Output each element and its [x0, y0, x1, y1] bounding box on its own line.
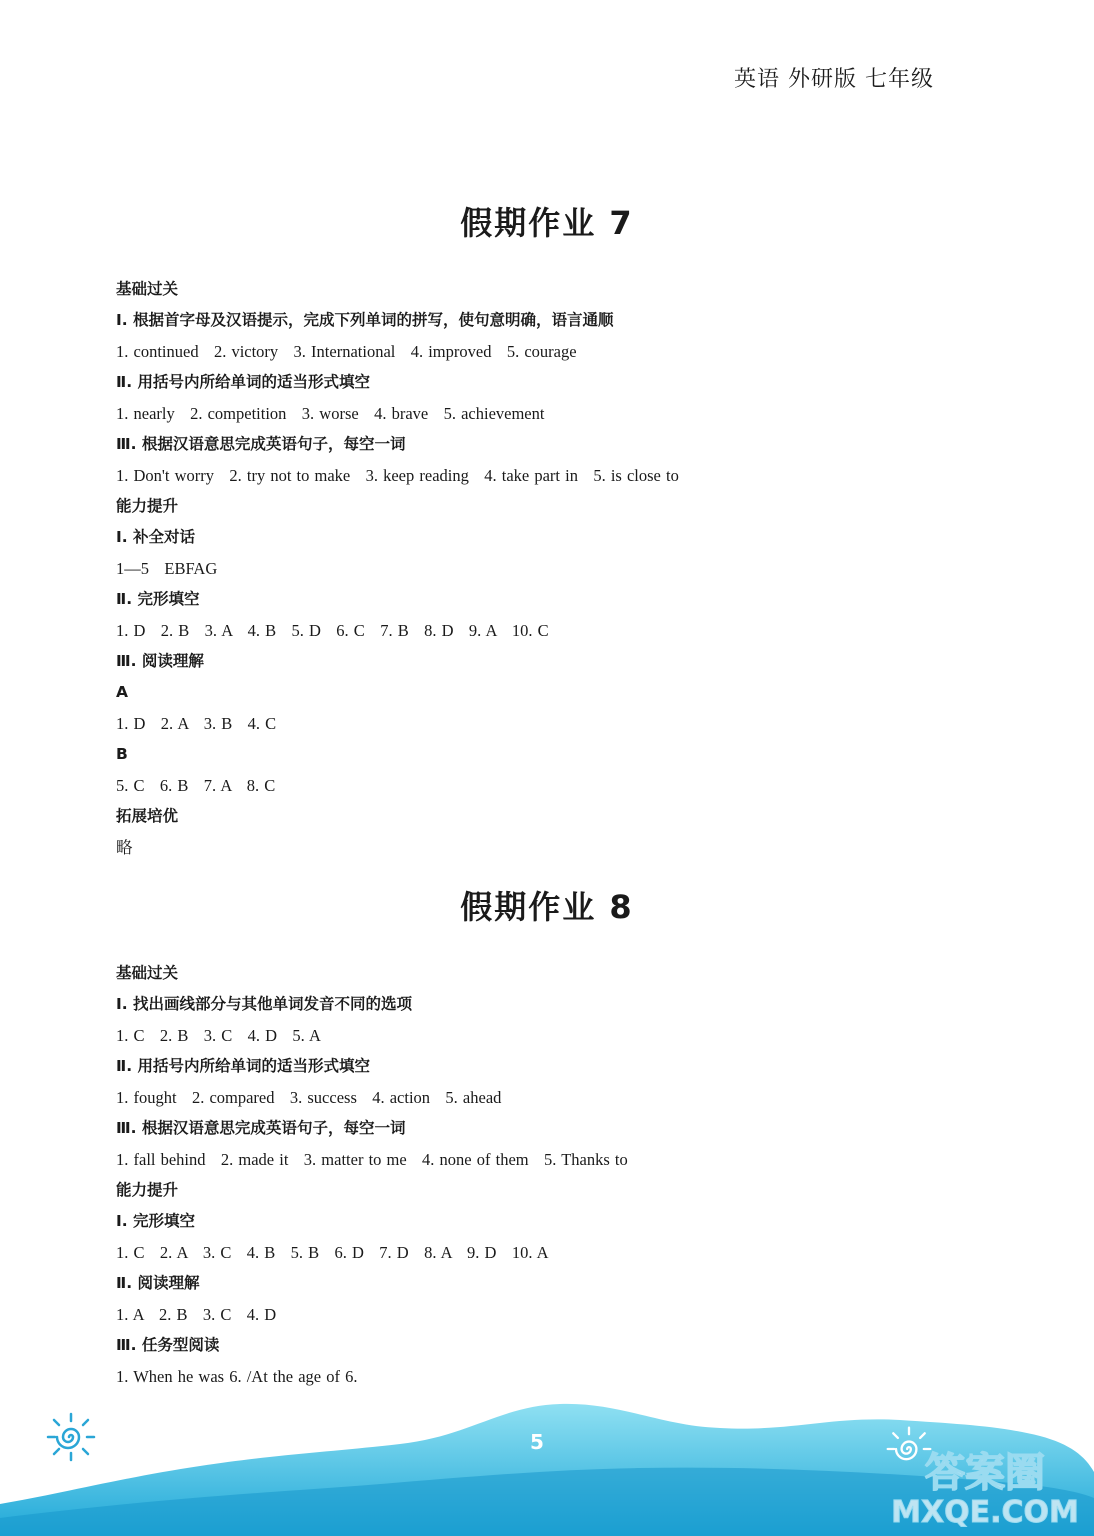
answer-line: 1. nearly 2. competition 3. worse 4. brave 5. achievement — [116, 404, 545, 423]
section-heading: 基础过关 — [116, 280, 179, 298]
section-heading: Ⅲ. 任务型阅读 — [116, 1336, 220, 1354]
section-heading: Ⅰ. 补全对话 — [116, 528, 196, 546]
section-heading: Ⅱ. 完形填空 — [116, 590, 200, 608]
answer-line: 1. fall behind 2. made it 3. matter to me 4. none of them 5. Thanks to — [116, 1150, 628, 1169]
section-heading: Ⅰ. 根据首字母及汉语提示，完成下列单词的拼写，使句意明确，语言通顺 — [116, 311, 614, 329]
homework-7-content — [116, 274, 976, 863]
watermark-text: 答案圈 — [925, 1450, 1045, 1496]
answer-line: 1—5 EBFAG — [116, 559, 218, 578]
section-heading: Ⅱ. 用括号内所给单词的适当形式填空 — [116, 1057, 370, 1075]
homework-7-section — [116, 198, 976, 863]
homework-7-title: 假期作业 7 — [460, 204, 634, 242]
site-watermark-logo — [890, 1438, 1080, 1530]
answer-line: 1. C 2. B 3. C 4. D 5. A — [116, 1026, 321, 1045]
answer-line: 1. continued 2. victory 3. International 4. improved 5. courage — [116, 342, 577, 361]
section-heading: B — [116, 745, 128, 763]
section-heading: 能力提升 — [116, 497, 179, 515]
answer-line: 1. Don't worry 2. try not to make 3. keep reading 4. take part in 5. is close to — [116, 466, 679, 485]
section-heading: Ⅱ. 用括号内所给单词的适当形式填空 — [116, 373, 370, 391]
answer-line: 1. fought 2. compared 3. success 4. action 5. ahead — [116, 1088, 502, 1107]
answer-line: 1. C 2. A 3. C 4. B 5. B 6. D 7. D 8. A 9. D 10. A — [116, 1243, 549, 1262]
page-number: 5 — [530, 1430, 544, 1454]
section-heading: 能力提升 — [116, 1181, 179, 1199]
section-heading: Ⅱ. 阅读理解 — [116, 1274, 200, 1292]
answer-line: 1. D 2. A 3. B 4. C — [116, 714, 277, 733]
section-heading: Ⅲ. 阅读理解 — [116, 652, 204, 670]
homework-8-title: 假期作业 8 — [460, 888, 634, 926]
section-heading: Ⅰ. 找出画线部分与其他单词发音不同的选项 — [116, 995, 413, 1013]
homework-8-section — [116, 882, 976, 1392]
section-heading: 基础过关 — [116, 964, 179, 982]
answer-line: 1. D 2. B 3. A 4. B 5. D 6. C 7. B 8. D 9. A 10. C — [116, 621, 549, 640]
sun-swirl-icon — [44, 1410, 98, 1464]
answer-line: 5. C 6. B 7. A 8. C — [116, 776, 276, 795]
section-heading: Ⅲ. 根据汉语意思完成英语句子，每空一词 — [116, 1119, 406, 1137]
section-heading: 拓展培优 — [116, 807, 179, 825]
section-heading: A — [116, 683, 128, 701]
answer-line: 1. When he was 6. /At the age of 6. — [116, 1367, 358, 1386]
section-heading: Ⅲ. 根据汉语意思完成英语句子，每空一词 — [116, 435, 406, 453]
book-header: 英语 外研版 七年级 — [734, 67, 934, 92]
answer-line: 略 — [116, 838, 133, 857]
section-heading: Ⅰ. 完形填空 — [116, 1212, 196, 1230]
answer-line: 1. A 2. B 3. C 4. D — [116, 1305, 277, 1324]
watermark-url: MXQE.COM — [891, 1495, 1079, 1530]
homework-8-content — [116, 958, 976, 1392]
